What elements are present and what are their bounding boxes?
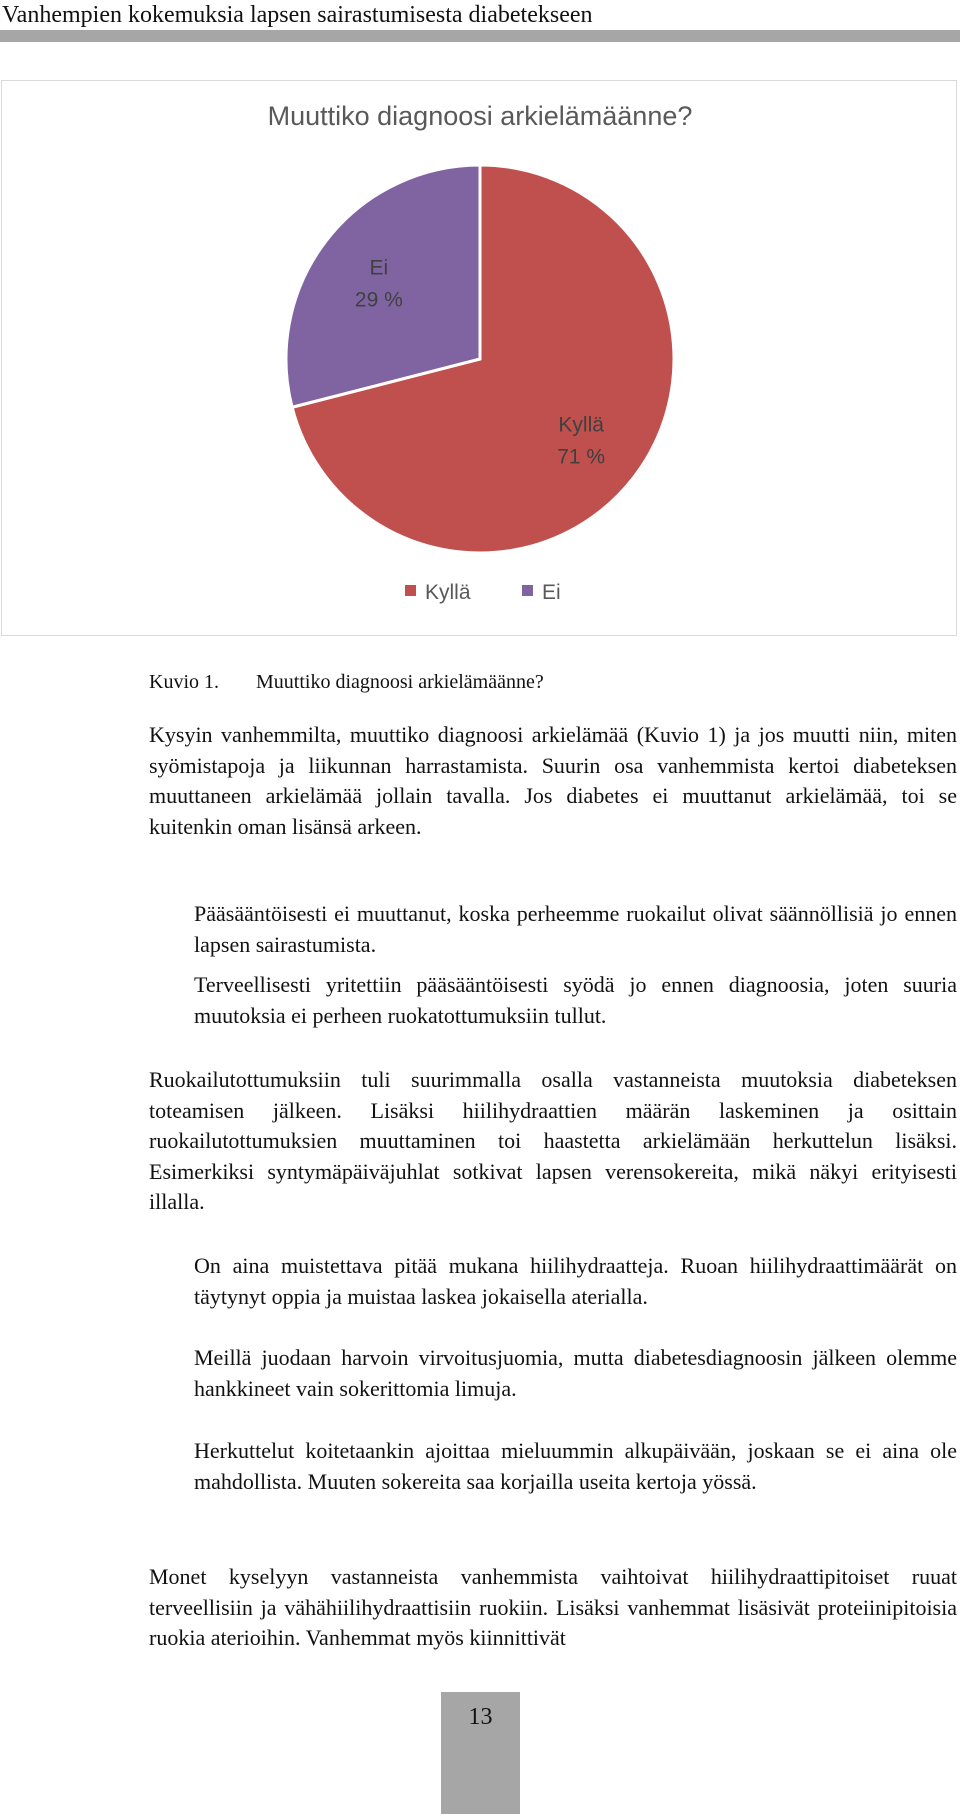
figure-caption <box>149 668 544 696</box>
header-rule <box>0 30 960 42</box>
caption-number: Kuvio 1. <box>149 671 219 693</box>
legend-swatch-kyllä <box>405 585 416 596</box>
data-label-value: 71 % <box>557 445 606 469</box>
quote: Pääsääntöisesti ei muuttanut, koska perheemme ruokailut olivat säännöllisiä jo ennen lapsen sairastumista. <box>194 901 957 957</box>
paragraph: Monet kyselyyn vastanneista vanhemmista vaihtoivat hiilihydraattipitoiset ruuat terveellisiin ja vähähiilihydraattisiin ruokiin. Lisäksi vanhemmat lisäsivät proteiinipitoisia ruokia aterioihin. Vanhemmat myös kiinnittivät <box>149 1564 957 1650</box>
data-label-category: Ei <box>369 256 389 280</box>
quote: Herkuttelut koitetaankin ajoittaa mieluummin alkupäivään, joskaan se ei aina ole mahdollista. Muuten sokereita saa korjailla useita kertoja yössä. <box>194 1438 957 1494</box>
page-number: 13 <box>468 1704 493 1730</box>
running-header: Vanhempien kokemuksia lapsen sairastumisesta diabetekseen <box>2 2 593 28</box>
legend-label-ei: Ei <box>542 581 561 604</box>
quote: Meillä juodaan harvoin virvoitusjuomia, mutta diabetesdiagnoosin jälkeen olemme hankkineet vain sokerittomia limuja. <box>194 1345 957 1401</box>
quote: Terveellisesti yritettiin pääsääntöisesti syödä jo ennen diagnoosia, joten suuria muutoksia ei perheen ruokatottumuksiin tullut. <box>194 972 957 1028</box>
quote: On aina muistettava pitää mukana hiilihydraatteja. Ruoan hiilihydraattimäärät on täytynyt oppia ja muistaa laskea jokaisella aterialla. <box>194 1253 957 1309</box>
pie-chart-svg <box>2 81 958 637</box>
pie-chart <box>1 80 957 636</box>
data-label-category: Kyllä <box>558 413 604 437</box>
page-number-box <box>441 1692 520 1814</box>
paragraph: Kysyin vanhemmilta, muuttiko diagnoosi arkielämää (Kuvio 1) ja jos muutti niin, miten syömistapoja ja liikunnan harrastamista. Suurin osa vanhemmista kertoi diabeteksen muuttaneen arkielämää jollain tavalla. Jos diabetes ei muuttanut arkielämää, toi se kuitenkin oman lisänsä arkeen. <box>149 722 957 839</box>
caption-text: Muuttiko diagnoosi arkielämäänne? <box>256 671 544 693</box>
chart-title: Muuttiko diagnoosi arkielämäänne? <box>267 101 693 131</box>
legend-swatch-ei <box>522 585 533 596</box>
legend-label-kyllä: Kyllä <box>425 581 471 604</box>
paragraph: Ruokailutottumuksiin tuli suurimmalla osalla vastanneista muutoksia diabeteksen toteamisen jälkeen. Lisäksi hiilihydraattien määrän laskeminen ja osittain ruokailutottumuksien muuttaminen toi haastetta arkielämään herkuttelun lisäksi. Esimerkiksi syntymäpäiväjuhlat sotkivat lapsen verensokereita, mikä näkyi erityisesti illalla. <box>149 1067 957 1214</box>
data-label-value: 29 % <box>354 288 403 312</box>
